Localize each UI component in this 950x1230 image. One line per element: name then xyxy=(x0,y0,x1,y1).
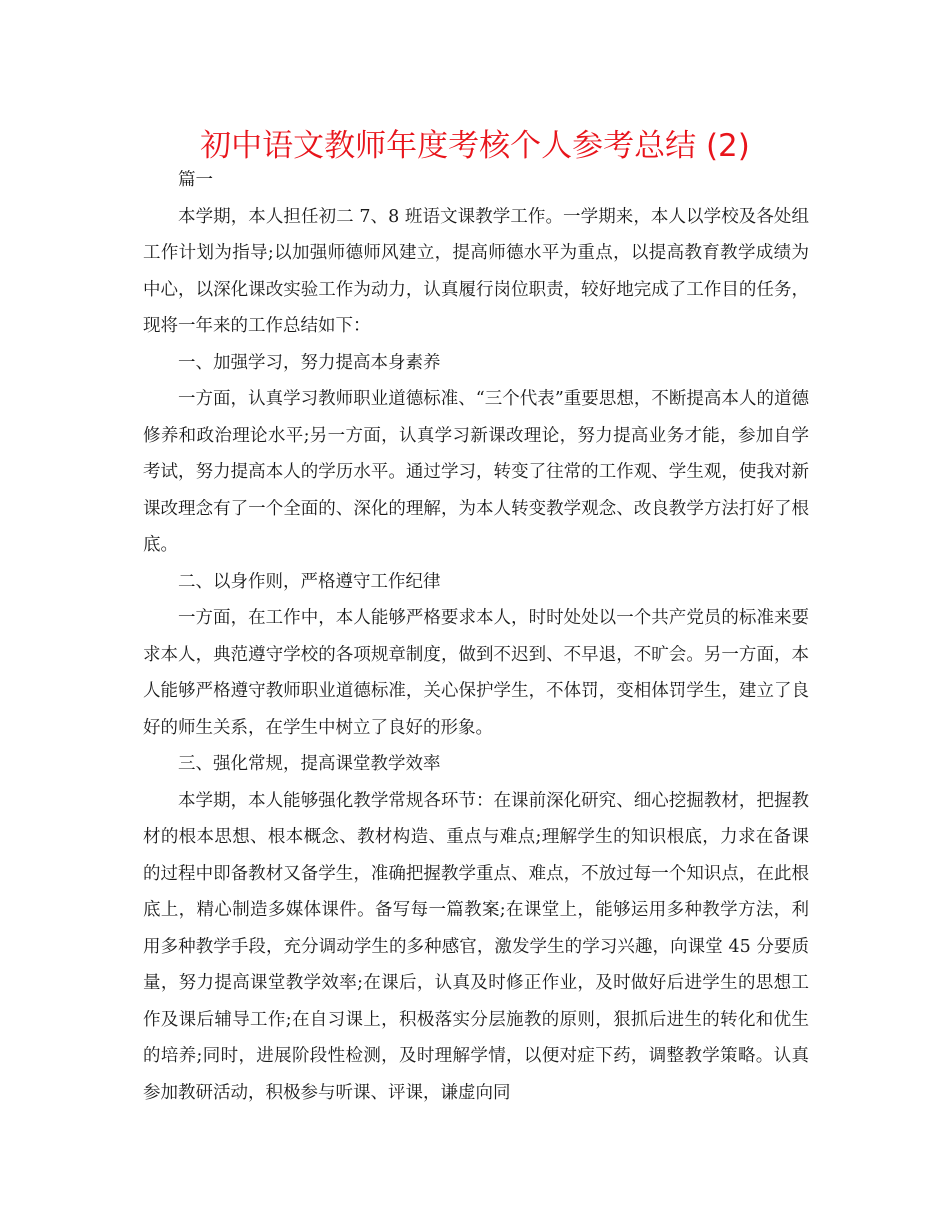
paragraph: 一方面，认真学习教师职业道德标准、“三个代表”重要思想，不断提高本人的道德修养和政治理论水平;另一方面，认真学习新课改理论，努力提高业务才能，参加自学考试，努力提高本人的学历水平。通过学习，转变了往常的工作观、学生观，使我对新课改理念有了一个全面的、深化的理解，为本人转变教学观念、改良教学方法打好了根底。 xyxy=(143,389,809,555)
document-title: 初中语文教师年度考核个人参考总结 (2) xyxy=(200,128,750,164)
paragraph: 一方面，在工作中，本人能够严格要求本人，时时处处以一个共产党员的标准来要求本人，典范遵守学校的各项规章制度，做到不迟到、不早退，不旷会。另一方面，本人能够严格遵守教师职业道德标准，关心保护学生，不体罚，变相体罚学生，建立了良好的师生关系，在学生中树立了良好的形象。 xyxy=(143,608,809,738)
section-heading: 三、强化常规，提高课堂教学效率 xyxy=(178,754,441,774)
section-label: 篇一 xyxy=(178,170,213,190)
document-body xyxy=(143,162,809,1111)
paragraph: 本学期，本人能够强化教学常规各环节：在课前深化研究、细心挖掘教材，把握教材的根本思想、根本概念、教材构造、重点与难点;理解学生的知识根底，力求在备课的过程中即备教材又备学生，准确把握教学重点、难点，不放过每一个知识点，在此根底上，精心制造多媒体课件。备写每一篇教案;在课堂上，能够运用多种教学方法，利用多种教学手段，充分调动学生的多种感官，激发学生的学习兴趣，向课堂 45 分要质量，努力提高课堂教学效率;在课后，认真及时修正作业，及时做好后进学生的思想工作及课后辅导工作;在自习课上，积极落实分层施教的原则，狠抓后进生的转化和优生的培养;同时，进展阶段性检测，及时理解学情，以便对症下药，调整教学策略。认真参加教研活动，积极参与听课、评课，谦虚向同 xyxy=(143,790,809,1103)
section-heading: 二、以身作则，严格遵守工作纪律 xyxy=(178,571,441,592)
paragraph: 本学期，本人担任初二 7、8 班语文课教学工作。一学期来，本人以学校及各处组工作计划为指导;以加强师德师风建立，提高师德水平为重点，以提高教育教学成绩为中心，以深化课改实验工作为动力，认真履行岗位职责，较好地完成了工作目的任务，现将一年来的工作总结如下： xyxy=(143,206,809,336)
section-heading: 一、加强学习，努力提高本身素养 xyxy=(178,352,441,373)
